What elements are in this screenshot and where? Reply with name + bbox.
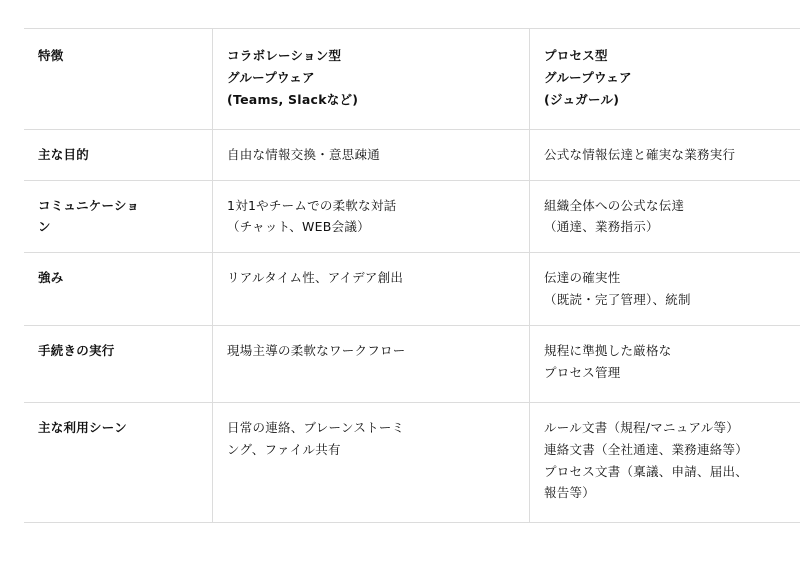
cell-line: プロセス文書（稟議、申請、届出、 [544, 463, 749, 479]
cell-line: 自由な情報交換・意思疎通 [227, 146, 381, 162]
table-header-row [24, 29, 800, 130]
table-body [24, 29, 800, 523]
cell-process-communication [530, 180, 800, 253]
row-label-text-line-1: コミュニケーショ [38, 197, 140, 213]
cell-line: 公式な情報伝達と確実な業務実行 [544, 146, 736, 162]
cell-process-strength [530, 253, 800, 326]
cell-line: プロセス管理 [544, 364, 621, 380]
header-process-line-2: グループウェア [544, 69, 632, 85]
groupware-comparison-table [24, 28, 800, 523]
cell-collab-procedure-execution [213, 326, 530, 403]
row-label-procedure-execution [24, 326, 213, 403]
row-label-text-line-2: ン [38, 219, 51, 235]
cell-line: ング、ファイル共有 [227, 441, 341, 457]
cell-line: 報告等） [544, 485, 596, 501]
cell-line: 組織全体への公式な伝達 [544, 197, 685, 213]
cell-collab-communication [213, 180, 530, 253]
row-label-text: 主な目的 [38, 146, 90, 162]
cell-line: 1対1やチームでの柔軟な対話 [227, 197, 397, 213]
header-collab-line-1: コラボレーション型 [227, 48, 342, 63]
header-cell-process [530, 29, 800, 130]
row-label-purpose [24, 129, 213, 180]
row-label-strength [24, 253, 213, 326]
cell-line: 伝達の確実性 [544, 270, 621, 286]
cell-line: （既読・完了管理）、統制 [544, 292, 691, 308]
cell-line: （チャット、WEB会議） [227, 219, 370, 235]
cell-line: 現場主導の柔軟なワークフロー [227, 343, 406, 358]
row-label-text: 主な利用シーン [38, 419, 128, 435]
cell-process-use-cases [530, 402, 800, 523]
header-cell-feature [24, 29, 213, 130]
cell-collab-strength [213, 253, 530, 326]
header-collab-line-3: (Teams, Slackなど) [227, 91, 359, 107]
row-label-communication [24, 180, 213, 253]
table-row [24, 129, 800, 180]
table-row [24, 253, 800, 326]
cell-process-procedure-execution [530, 326, 800, 403]
row-label-use-cases [24, 402, 213, 523]
cell-line: 連絡文書（全社通達、業務連絡等） [544, 441, 749, 457]
cell-collab-use-cases [213, 402, 530, 523]
cell-line: （通達、業務指示） [544, 219, 659, 235]
table-row [24, 326, 800, 403]
row-label-text: 手続きの実行 [38, 343, 115, 358]
cell-process-purpose [530, 129, 800, 180]
cell-collab-purpose [213, 129, 530, 180]
row-label-text: 強み [38, 270, 64, 286]
header-cell-collaboration [213, 29, 530, 130]
cell-line: リアルタイム性、アイデア創出 [227, 270, 404, 286]
cell-line: ルール文書（規程/マニュアル等） [544, 419, 739, 435]
header-feature-line-1: 特徴 [38, 48, 64, 63]
cell-line: 規程に準拠した厳格な [544, 343, 672, 358]
table-row [24, 180, 800, 253]
table-row [24, 402, 800, 523]
header-collab-line-2: グループウェア [227, 69, 315, 85]
header-process-line-3: (ジュガール) [544, 91, 620, 107]
header-process-line-1: プロセス型 [544, 48, 608, 63]
cell-line: 日常の連絡、ブレーンストーミ [227, 419, 405, 435]
comparison-table-container [24, 28, 776, 523]
